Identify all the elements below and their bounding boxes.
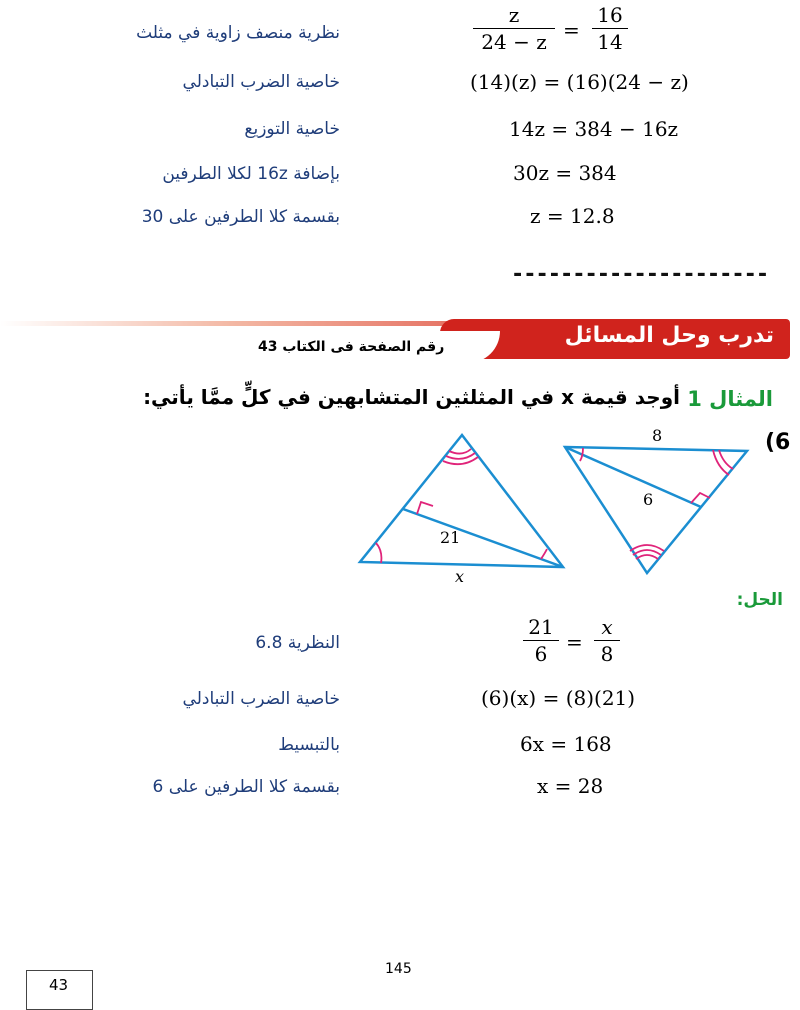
left-triangle-segment xyxy=(403,509,563,567)
numerator: z xyxy=(473,2,555,29)
equation-step-3: 14z = 384 − 16z xyxy=(509,117,679,141)
left-triangle xyxy=(360,435,563,567)
solution-reason-4: بقسمة كلا الطرفين على 6 xyxy=(152,777,340,797)
denominator: 8 xyxy=(600,642,614,666)
page-box-number: 43 xyxy=(49,976,69,994)
page-box xyxy=(26,970,93,1010)
angle-mark-double xyxy=(719,450,733,469)
equals-sign: = xyxy=(563,18,580,42)
solution-fraction-left xyxy=(523,614,559,667)
reason-step-4: بإضافة 16z لكلا الطرفين xyxy=(162,164,340,184)
equation-step-4: 30z = 384 xyxy=(513,161,617,185)
fraction-left xyxy=(473,2,555,55)
example-instruction: أوجد قيمة x في المثلثين المتشابهين في كلٍّ ممَّا يأتي: xyxy=(143,385,680,409)
reason-step-3: خاصية التوزيع xyxy=(244,119,340,139)
solution-equation-4: x = 28 xyxy=(537,774,604,798)
reason-step-5: بقسمة كلا الطرفين على 30 xyxy=(141,207,340,227)
solution-reason-2: خاصية الضرب التبادلي xyxy=(182,689,340,709)
label-6: 6 xyxy=(643,490,654,509)
solution-reason-3: بالتبسيط xyxy=(278,735,340,755)
denominator: 6 xyxy=(534,642,548,666)
reason-step-2: خاصية الضرب التبادلي xyxy=(182,72,340,92)
denominator: 24 − z xyxy=(481,30,547,54)
angle-mark-single xyxy=(376,543,381,563)
banner-title: تدرب وحل المسائل xyxy=(564,323,774,348)
similar-triangles-figure xyxy=(355,425,755,590)
problem-number: (6 xyxy=(765,430,791,455)
example-label: المثال 1 xyxy=(687,387,773,411)
numerator: 16 xyxy=(592,2,628,29)
equation-step-2: (14)(z) = (16)(24 − z) xyxy=(470,70,689,94)
denominator: 14 xyxy=(597,30,623,54)
numerator: 21 xyxy=(523,614,559,641)
solution-equation-3: 6x = 168 xyxy=(520,732,612,756)
angle-mark-triple xyxy=(636,555,658,559)
solution-reason-1: النظرية 6.8 xyxy=(255,633,340,653)
page-reference: رقم الصفحة فى الكتاب 43 xyxy=(258,339,445,355)
solution-equation-2: (6)(x) = (8)(21) xyxy=(481,686,636,710)
numerator: x xyxy=(594,614,620,641)
fraction-right xyxy=(592,2,628,55)
equation-step-5: z = 12.8 xyxy=(530,204,615,228)
solution-fraction-right xyxy=(594,614,620,667)
page-number: 145 xyxy=(385,961,412,977)
angle-mark-single xyxy=(541,549,547,559)
angle-mark-triple xyxy=(449,449,471,454)
solution-label: الحل: xyxy=(736,590,783,610)
right-angle-mark xyxy=(417,502,433,514)
equals-sign: = xyxy=(566,630,583,654)
label-21: 21 xyxy=(440,528,461,547)
label-x: x xyxy=(455,567,465,586)
reason-step-1: نظرية منصف زاوية في مثلث xyxy=(136,23,340,43)
separator-line: --------------------- xyxy=(511,262,769,287)
label-8: 8 xyxy=(652,426,663,445)
